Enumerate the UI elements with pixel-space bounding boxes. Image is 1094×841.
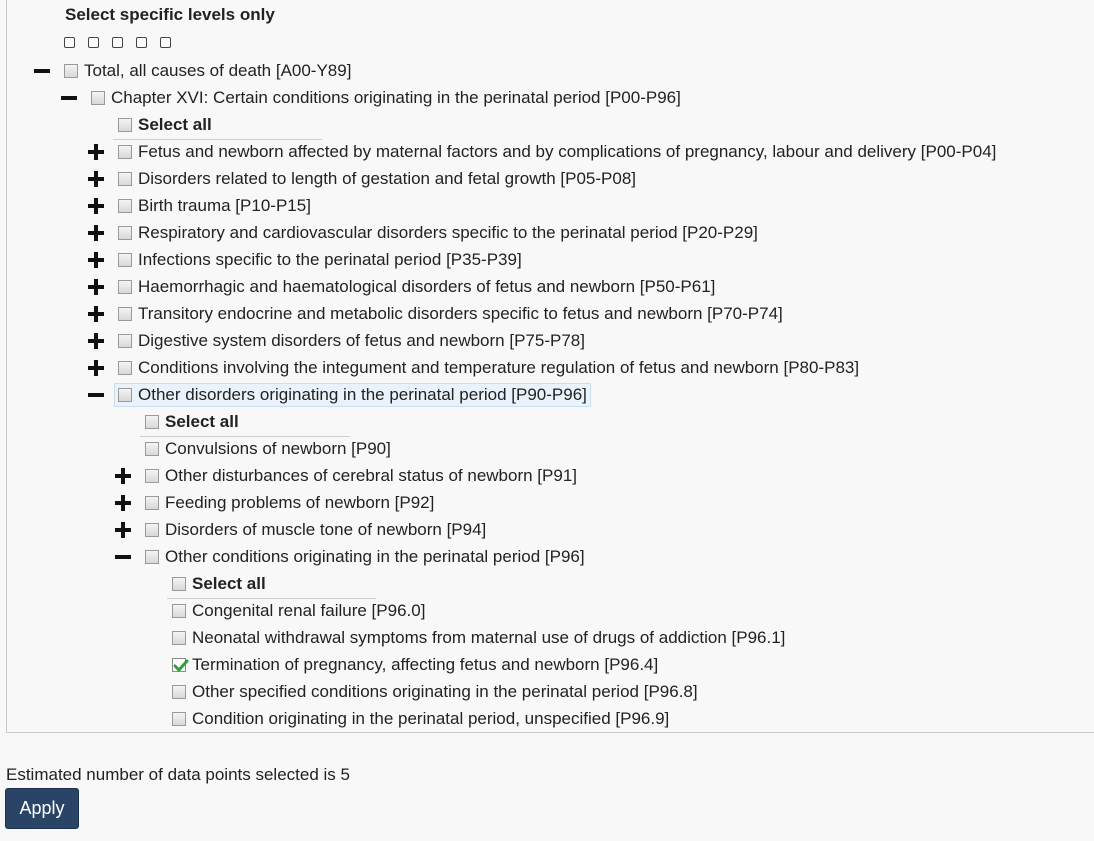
node-label: Disorders related to length of gestation and fetal growth [P05-P08] [138,169,637,188]
node-label: Other conditions originating in the perinatal period [P96] [165,547,585,566]
node-label: Other disorders originating in the perinatal period [P90-P96] [138,385,587,404]
tree-node-p96-leaf[interactable] [172,626,785,650]
apply-button[interactable]: Apply [5,788,79,829]
node-label: Feeding problems of newborn [P92] [165,493,435,512]
node-label: Transitory endocrine and metabolic disorders specific to fetus and newborn [P70-P74] [138,304,783,323]
estimate-text: Estimated number of data points selected is 5 [6,765,350,784]
node-label: Convulsions of newborn [P90] [165,439,391,458]
checkbox[interactable] [172,631,186,645]
select-all-label: Select all [165,412,239,431]
tree-node-p96-leaf[interactable] [172,680,698,704]
checkbox[interactable] [145,469,159,483]
node-label: Respiratory and cardiovascular disorders specific to the perinatal period [P20-P29] [138,223,758,242]
node-label: Infections specific to the perinatal period [P35-P39] [138,250,522,269]
node-label: Termination of pregnancy, affecting fetus and newborn [P96.4] [192,655,659,674]
expand-icon[interactable] [87,251,105,269]
level-checkboxes [64,37,171,48]
checkbox[interactable] [118,145,132,159]
level-checkbox-1[interactable] [64,37,75,48]
expand-icon[interactable] [87,359,105,377]
collapse-icon[interactable] [87,386,105,404]
checkbox[interactable] [118,280,132,294]
collapse-icon[interactable] [33,62,51,80]
level-checkbox-4[interactable] [136,37,147,48]
checkbox[interactable] [172,685,186,699]
select-all-chapter[interactable] [118,113,212,137]
tree-node-chapter[interactable] [91,86,681,110]
checkbox[interactable] [118,361,132,375]
tree-node-group[interactable] [118,194,311,218]
checkbox[interactable] [172,712,186,726]
checkbox[interactable] [145,496,159,510]
selected-row-highlight [114,383,591,407]
checkbox[interactable] [64,64,78,78]
expand-icon[interactable] [87,305,105,323]
expand-icon[interactable] [87,197,105,215]
tree-node-group[interactable] [118,140,996,164]
node-label: Disorders of muscle tone of newborn [P94] [165,520,487,539]
node-label: Total, all causes of death [A00-Y89] [84,61,352,80]
tree-node-group[interactable] [118,302,783,326]
checkbox[interactable] [118,334,132,348]
select-all-p96[interactable] [172,572,266,596]
tree-node-p96-leaf[interactable] [172,599,425,623]
checkbox[interactable] [145,523,159,537]
checkbox[interactable] [118,172,132,186]
node-label: Neonatal withdrawal symptoms from maternal use of drugs of addiction [P96.1] [192,628,786,647]
tree-node-p92[interactable] [145,491,434,515]
tree-node-p94[interactable] [145,518,486,542]
tree-node-group[interactable] [118,221,758,245]
node-label: Other specified conditions originating in the perinatal period [P96.8] [192,682,698,701]
tree-node-p90[interactable] [145,437,391,461]
checkbox[interactable] [172,604,186,618]
expand-icon[interactable] [114,521,132,539]
checkmark-icon [173,658,189,674]
tree-node-other-disorders[interactable] [118,383,591,407]
tree-node-group[interactable] [118,167,636,191]
select-all-label: Select all [192,574,266,593]
level-checkbox-3[interactable] [112,37,123,48]
expand-icon[interactable] [114,494,132,512]
checkbox[interactable] [118,388,132,402]
expand-icon[interactable] [87,278,105,296]
select-all-label: Select all [138,115,212,134]
levels-title: Select specific levels only [65,5,275,24]
expand-icon[interactable] [87,143,105,161]
checkbox[interactable] [118,253,132,267]
checkbox[interactable] [118,118,132,132]
checkbox[interactable] [145,415,159,429]
checkbox[interactable] [118,199,132,213]
node-label: Fetus and newborn affected by maternal factors and by complications of pregnancy, labour and delivery [P00-P04] [138,142,997,161]
expand-icon[interactable] [87,170,105,188]
checkbox[interactable] [172,577,186,591]
tree-node-p96-leaf[interactable] [172,653,658,677]
checkbox[interactable] [118,307,132,321]
tree-node-group[interactable] [118,329,585,353]
node-label: Haemorrhagic and haematological disorders of fetus and newborn [P50-P61] [138,277,716,296]
tree-node-p96-leaf[interactable] [172,707,669,731]
node-label: Chapter XVI: Certain conditions originating in the perinatal period [P00-P96] [111,88,681,107]
collapse-icon[interactable] [60,89,78,107]
checkbox[interactable] [145,550,159,564]
collapse-icon[interactable] [114,548,132,566]
tree-node-group[interactable] [118,275,715,299]
tree-node-p96[interactable] [145,545,585,569]
node-label: Birth trauma [P10-P15] [138,196,311,215]
checkbox[interactable] [145,442,159,456]
expand-icon[interactable] [87,224,105,242]
node-label: Digestive system disorders of fetus and newborn [P75-P78] [138,331,585,350]
tree-node-group[interactable] [118,248,522,272]
tree-node-root[interactable] [64,59,351,83]
level-checkbox-2[interactable] [88,37,99,48]
node-label: Conditions involving the integument and temperature regulation of fetus and newborn [P80-P83] [138,358,860,377]
level-checkbox-5[interactable] [160,37,171,48]
node-label: Congenital renal failure [P96.0] [192,601,426,620]
expand-icon[interactable] [114,467,132,485]
tree-node-p91[interactable] [145,464,577,488]
tree-node-group[interactable] [118,356,859,380]
expand-icon[interactable] [87,332,105,350]
checkbox[interactable] [91,91,105,105]
checkbox-checked[interactable] [172,658,186,672]
checkbox[interactable] [118,226,132,240]
node-label: Other disturbances of cerebral status of newborn [P91] [165,466,578,485]
select-all-other[interactable] [145,410,239,434]
node-label: Condition originating in the perinatal period, unspecified [P96.9] [192,709,670,728]
